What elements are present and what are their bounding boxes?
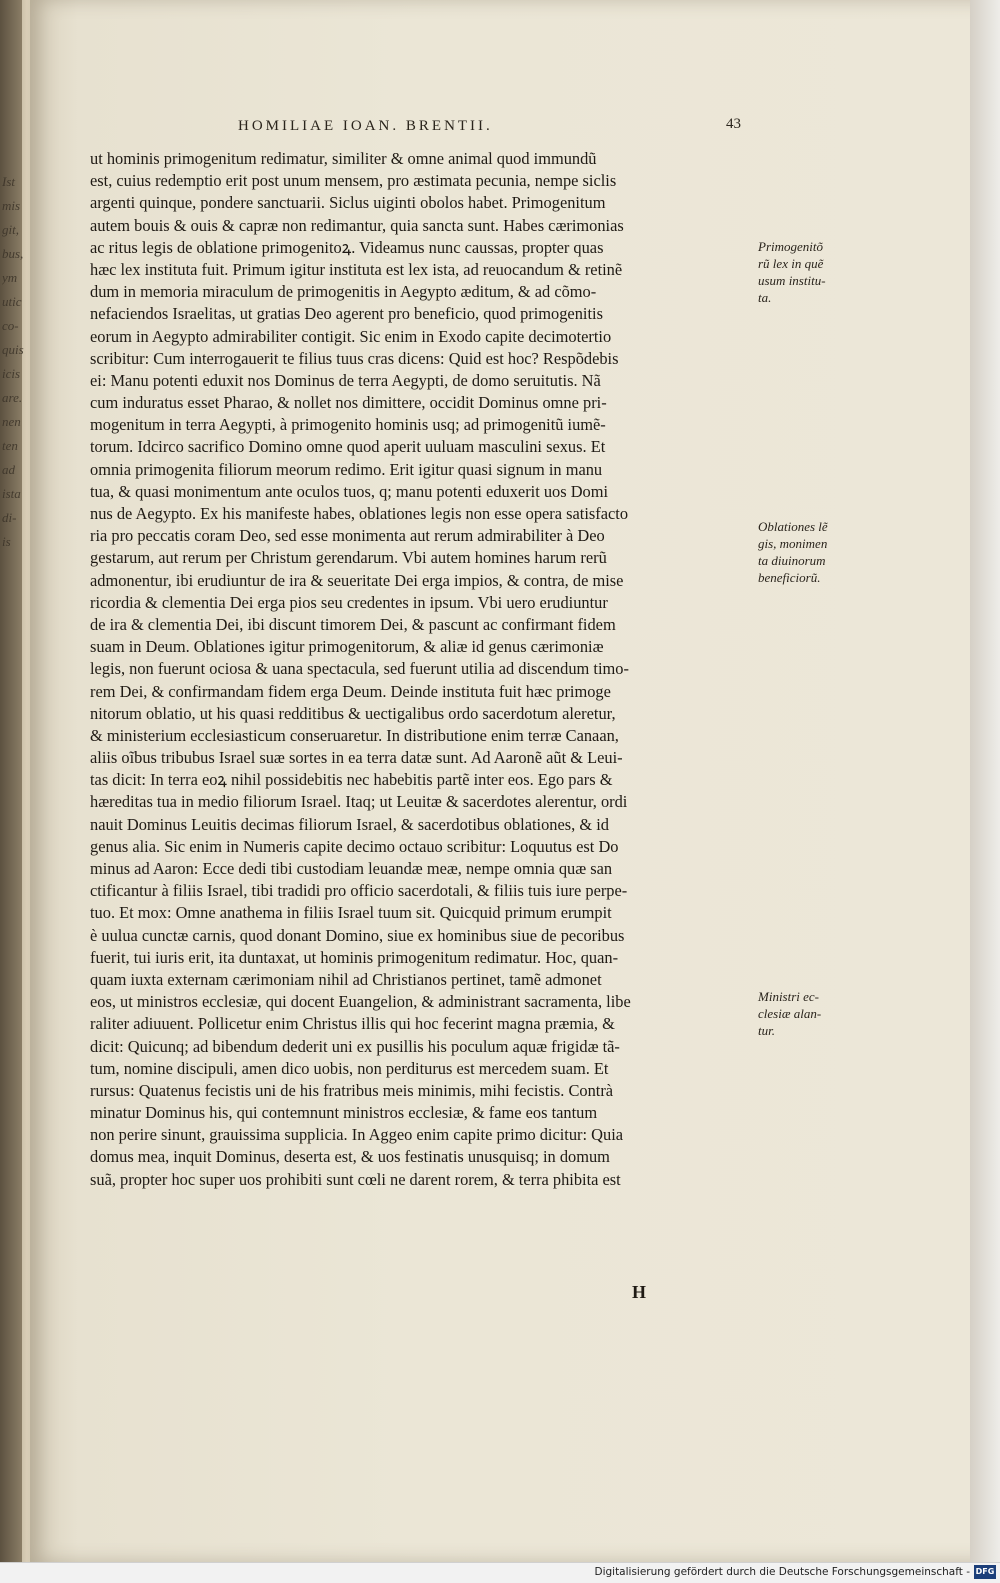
previous-page-fragment: ten	[2, 438, 18, 453]
footer-bar	[0, 1562, 1000, 1583]
text-line: minus ad Aaron: Ecce dedi tibi custodiam leuandæ meæ, nempe omnia quæ san	[90, 859, 613, 878]
signature-mark: H	[632, 1282, 647, 1302]
text-line: tas dicit: In terra eoꝝ nihil possidebitis nec habebitis partẽ inter eos. Ego pars &	[90, 770, 613, 790]
note-line: usum institu-	[758, 273, 826, 288]
text-line: suã, propter hoc super uos prohibiti sunt cœli ne darent rorem, & terra phibita est	[90, 1169, 621, 1189]
text-line: scribitur: Cum interrogauerit te filius tuus cras dicens: Quid est hoc? Respõdebis	[90, 348, 619, 368]
text-line: nitorum oblatio, ut his quasi redditibus & uectigalibus ordo sacerdotum aleretur,	[90, 703, 616, 723]
text-line: suam in Deum. Oblationes igitur primogenitorum, & aliæ id genus cærimoniæ	[90, 637, 604, 657]
marginal-note-ministri	[758, 988, 858, 1039]
marginal-note-primogenitorum	[758, 238, 858, 306]
text-line: tua, & quasi monimentum ante oculos tuos, q; manu potenti eduxerit uos Domi	[90, 481, 609, 501]
previous-page-fragment: icis	[2, 366, 21, 381]
text-line: nauit Dominus Leuitis decimas filiorum Israel, & sacerdotibus oblationes, & id	[90, 814, 609, 834]
page-number: 43	[726, 116, 741, 132]
text-line: rursus: Quatenus fecistis uni de his fratribus meis minimis, mihi fecistis. Contrà	[90, 1080, 614, 1100]
previous-page-fragment: git,	[2, 222, 19, 237]
running-head: HOMILIAE IOAN. BRENTII.	[238, 118, 493, 134]
text-line: cum induratus esset Pharao, & nollet nos dimittere, occidit Dominus omne pri-	[90, 393, 607, 413]
previous-page-fragment: di-	[2, 510, 17, 525]
note-line: Ministri ec-	[758, 989, 820, 1004]
previous-page-fragment: ista	[2, 486, 21, 501]
text-line: dicit: Quicunq; ad bibendum dederit uni ex pusillis his poculum aquæ frigidæ tã-	[90, 1036, 620, 1056]
text-line: omnia primogenita filiorum meorum redimo. Erit igitur quasi signum in manu	[90, 459, 603, 479]
marginal-note-oblationes	[758, 518, 858, 586]
previous-page-fragment: are.	[2, 390, 23, 405]
note-line: clesiæ alan-	[758, 1006, 822, 1021]
previous-page-fragment: nen	[2, 414, 21, 429]
text-line: admonentur, ibi erudiuntur de ira & seueritate Dei erga impios, & contra, de mise	[90, 570, 624, 590]
note-line: Primogenitõ	[758, 239, 823, 254]
text-line: de ira & clementia Dei, ibi discunt timorem Dei, & pascunt ac confirmant fidem	[90, 614, 616, 634]
text-line: minatur Dominus his, qui contemnunt ministros ecclesiæ, & fame eos tantum	[90, 1103, 598, 1123]
note-line: tur.	[758, 1023, 775, 1038]
text-line: non perire sinunt, grauissima supplicia. In Aggeo enim capite primo dicitur: Quia	[90, 1125, 624, 1145]
text-line: nefaciendos Israelitas, ut gratias Deo agerent pro beneficio, quod primogenitis	[90, 304, 603, 324]
text-line: raliter adiuuent. Pollicetur enim Christus illis qui hoc fecerint magna præmia, &	[90, 1014, 615, 1034]
note-line: gis, monimen	[758, 536, 828, 551]
text-line: mogenitum in terra Aegypti, à primogenito hominis usq; ad primogenitũ iumẽ-	[90, 415, 606, 435]
text-line: eorum in Aegypto admirabiliter contigit. Sic enim in Exodo capite decimotertio	[90, 326, 612, 346]
previous-page-fragment: quis	[2, 342, 24, 357]
text-line: ei: Manu potenti eduxit nos Dominus de terra Aegypti, de domo seruitutis. Nã	[90, 370, 601, 390]
previous-page-fragment: ym	[2, 270, 18, 285]
text-line: eos, ut ministros ecclesiæ, qui docent Euangelion, & administrant sacramenta, libe	[90, 992, 631, 1012]
text-line: aliis oĩbus tribubus Israel suæ sortes in ea terra datæ sunt. Ad Aaronẽ aũt & Leui-	[90, 748, 623, 768]
text-line: rem Dei, & confirmandam fidem erga Deum. Deinde instituta fuit hæc primoge	[90, 681, 611, 701]
note-line: ta diuinorum	[758, 553, 826, 568]
note-line: Oblationes lẽ	[758, 519, 828, 534]
previous-page-fragment: bus,	[2, 246, 24, 261]
text-line: tum, nomine discipuli, amen dico uobis, non perditurus est mercedem suam. Et	[90, 1058, 609, 1078]
body-text	[90, 148, 748, 1191]
text-line: nus de Aegypto. Ex his manifeste habes, oblationes legis non esse opera satisfacto	[90, 504, 629, 523]
text-line: hæreditas tua in medio filiorum Israel. Itaq; ut Leuitæ & sacerdotes alerentur, ordi	[90, 792, 628, 812]
previous-page-fragment: is	[2, 534, 11, 549]
text-line: tuo. Et mox: Omne anathema in filiis Israel tuum sit. Quicquid primum erumpit	[90, 903, 612, 923]
text-line: genus alia. Sic enim in Numeris capite decimo octauo scribitur: Loquutus est Do	[90, 836, 619, 856]
text-line: est, cuius redemptio erit post unum mensem, pro æstimata pecunia, nempe siclis	[90, 171, 617, 191]
previous-page-fragment: utic	[2, 294, 22, 309]
dfg-logo-icon: DFG	[974, 1565, 996, 1579]
previous-page-fragment: mis	[2, 198, 21, 213]
text-line: fuerit, tui iuris erit, ita duntaxat, ut hominis primogenitum redimatur. Hoc, quan-	[90, 947, 619, 967]
text-line: domus mea, inquit Dominus, deserta est, & uos festinatis unusquisq; in domum	[90, 1147, 610, 1167]
note-line: beneficiorũ.	[758, 570, 821, 585]
text-line: gestarum, aut rerum per Christum gerendarum. Vbi autem homines harum rerũ	[90, 548, 607, 568]
text-line: quam iuxta externam cærimoniam nihil ad Christianos pertinet, tamẽ admonet	[90, 969, 602, 989]
note-line: rũ lex in quẽ	[758, 256, 824, 271]
text-line: autem bouis & ouis & capræ non redimantur, quia sancta sunt. Habes cærimonias	[90, 215, 624, 235]
text-line: ctificantur à filiis Israel, tibi tradidi pro officio sacerdotali, & filiis tuis iure perpe-	[90, 881, 628, 901]
note-line: ta.	[758, 290, 772, 305]
text-line: legis, non fuerunt ociosa & uana spectacula, sed fuerunt utilia ad discendum timo-	[90, 659, 629, 679]
text-line: torum. Idcirco sacrifico Domino omne quod aperit uuluam masculini sexus. Et	[90, 437, 606, 457]
text-line: ria pro peccatis coram Deo, sed esse monimenta aut rerum admirabiliter à Deo	[90, 526, 605, 546]
text-line: ut hominis primogenitum redimatur, similiter & omne animal quod immundũ	[90, 149, 597, 168]
previous-page-fragment: co-	[2, 318, 19, 333]
text-line: dum in memoria miraculum de primogenitis in Aegypto æditum, & ad cõmo-	[90, 282, 597, 302]
text-line: ac ritus legis de oblatione primogenitoꝝ. Videamus nunc caussas, propter quas	[90, 237, 604, 257]
text-line: argenti quinque, pondere sanctuarii. Siclus uiginti obolos habet. Primogenitum	[90, 193, 606, 213]
text-line: è uulua cunctæ carnis, quod donant Domino, siue ex hominibus siue de pecoribus	[90, 925, 625, 945]
page-right-edge	[970, 0, 1000, 1562]
text-line: hæc lex instituta fuit. Primum igitur instituta est lex ista, ad reuocandum & retinẽ	[90, 259, 623, 279]
previous-page-fragment: ad	[2, 462, 15, 477]
previous-page-fragment: Ist	[2, 174, 15, 189]
footer-credit: Digitalisierung gefördert durch die Deutsche Forschungsgemeinschaft -	[594, 1566, 970, 1578]
text-line: & ministerium ecclesiasticum conseruaretur. In distributione enim terræ Canaan,	[90, 725, 619, 745]
text-line: ricordia & clementia Dei erga pios seu credentes in ipsum. Vbi uero erudiuntur	[90, 592, 608, 612]
